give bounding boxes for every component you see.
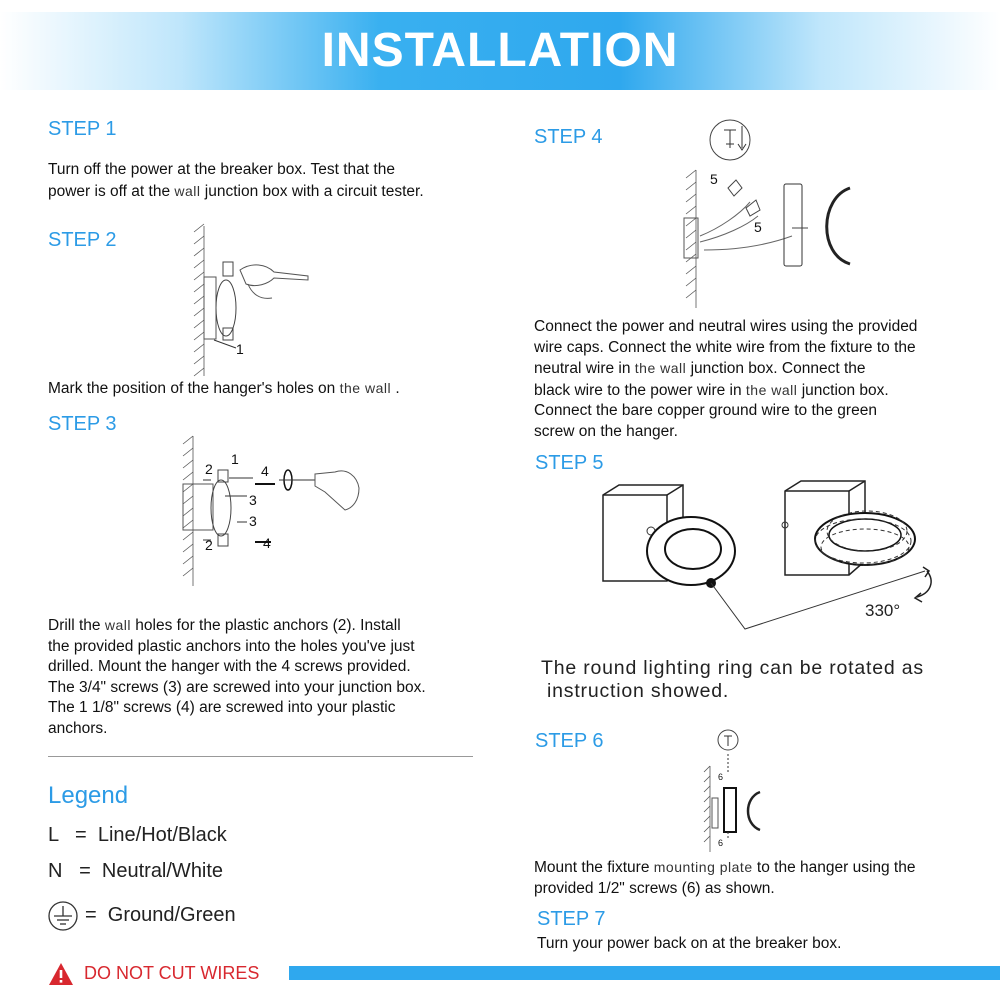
step6-line2: provided 1/2" screws (6) as shown. <box>534 879 775 897</box>
legend-line-hot: L = Line/Hot/Black <box>48 824 227 846</box>
step6-line1: Mount the fixture mounting plate to the hanger using the <box>534 859 916 876</box>
legend-neutral: N = Neutral/White <box>48 860 224 882</box>
step3-callout-4-bottom: 4 <box>263 535 271 551</box>
step3-line3: drilled. Mount the hanger with the 4 screws provided. <box>48 658 411 675</box>
step4-line3: neutral wire in the wall junction box. Connect the <box>534 360 866 377</box>
step3-line6: anchors. <box>48 719 108 737</box>
step5-line2: instruction showed. <box>547 680 730 702</box>
step4-line6: screw on the hanger. <box>534 422 678 440</box>
rotation-angle-label: 330° <box>865 601 901 620</box>
step4-text <box>534 317 974 442</box>
step4-line4: black wire to the power wire in the wall junction box. <box>534 381 889 399</box>
step3-callout-2-bottom: 2 <box>205 537 213 553</box>
step4-title: STEP 4 <box>534 126 603 148</box>
step3-callout-1: 1 <box>231 451 239 467</box>
step4-callout-5-top: 5 <box>710 171 718 187</box>
step4-line1: Connect the power and neutral wires using the provided <box>534 318 918 335</box>
step1-title: STEP 1 <box>48 118 117 140</box>
step4-line5: Connect the bare copper ground wire to the green <box>534 402 877 419</box>
legend-title: Legend <box>48 782 129 809</box>
warning-icon <box>48 962 74 986</box>
step1-line1: Turn off the power at the breaker box. Test that the <box>48 161 395 178</box>
step7-title: STEP 7 <box>537 908 606 930</box>
step1-text <box>48 160 488 202</box>
step3-callout-2-top: 2 <box>205 461 213 477</box>
step3-line4: The 3/4" screws (3) are screwed into your junction box. <box>48 678 426 696</box>
step6-illustration <box>700 726 770 854</box>
warning-text: DO NOT CUT WIRES <box>84 963 260 983</box>
step3-line5: The 1 1/8" screws (4) are screwed into your plastic <box>48 699 396 716</box>
step3-callout-3-bottom: 3 <box>249 513 257 529</box>
step7-text: Turn your power back on at the breaker box. <box>537 935 842 952</box>
step5-text <box>541 657 981 703</box>
step3-title: STEP 3 <box>48 413 117 435</box>
step3-callout-4-top: 4 <box>261 463 269 479</box>
legend-ground: = Ground/Green <box>85 904 236 926</box>
step4-line2: wire caps. Connect the white wire from the fixture to the <box>534 338 916 356</box>
step5-line1: The round lighting ring can be rotated as <box>541 657 924 679</box>
step4-callout-5-bottom: 5 <box>754 219 762 235</box>
step6-callout-6-top: 6 <box>718 772 724 782</box>
step3-text <box>48 615 488 739</box>
step5-title: STEP 5 <box>535 452 604 474</box>
ground-icon <box>47 900 79 932</box>
step6-title: STEP 6 <box>535 730 604 752</box>
step1-line2: power is off at the wall junction box with a circuit tester. <box>48 182 424 200</box>
step3-line1: Drill the wall holes for the plastic anchors (2). Install <box>48 617 401 634</box>
step3-illustration <box>175 432 365 592</box>
step4-illustration <box>680 118 855 313</box>
divider <box>48 756 473 757</box>
bottom-accent-bar <box>289 966 1000 980</box>
step3-line2: the provided plastic anchors into the holes you've just <box>48 637 415 655</box>
step2-caption: Mark the position of the hanger's holes on the wall . <box>48 380 400 397</box>
page-title: INSTALLATION <box>321 24 679 77</box>
step3-callout-3-top: 3 <box>249 492 257 508</box>
step6-callout-6-bottom: 6 <box>718 838 724 848</box>
step6-text <box>534 857 974 899</box>
step2-illustration <box>190 222 330 382</box>
step2-title: STEP 2 <box>48 229 117 251</box>
step2-callout-1: 1 <box>236 341 244 357</box>
